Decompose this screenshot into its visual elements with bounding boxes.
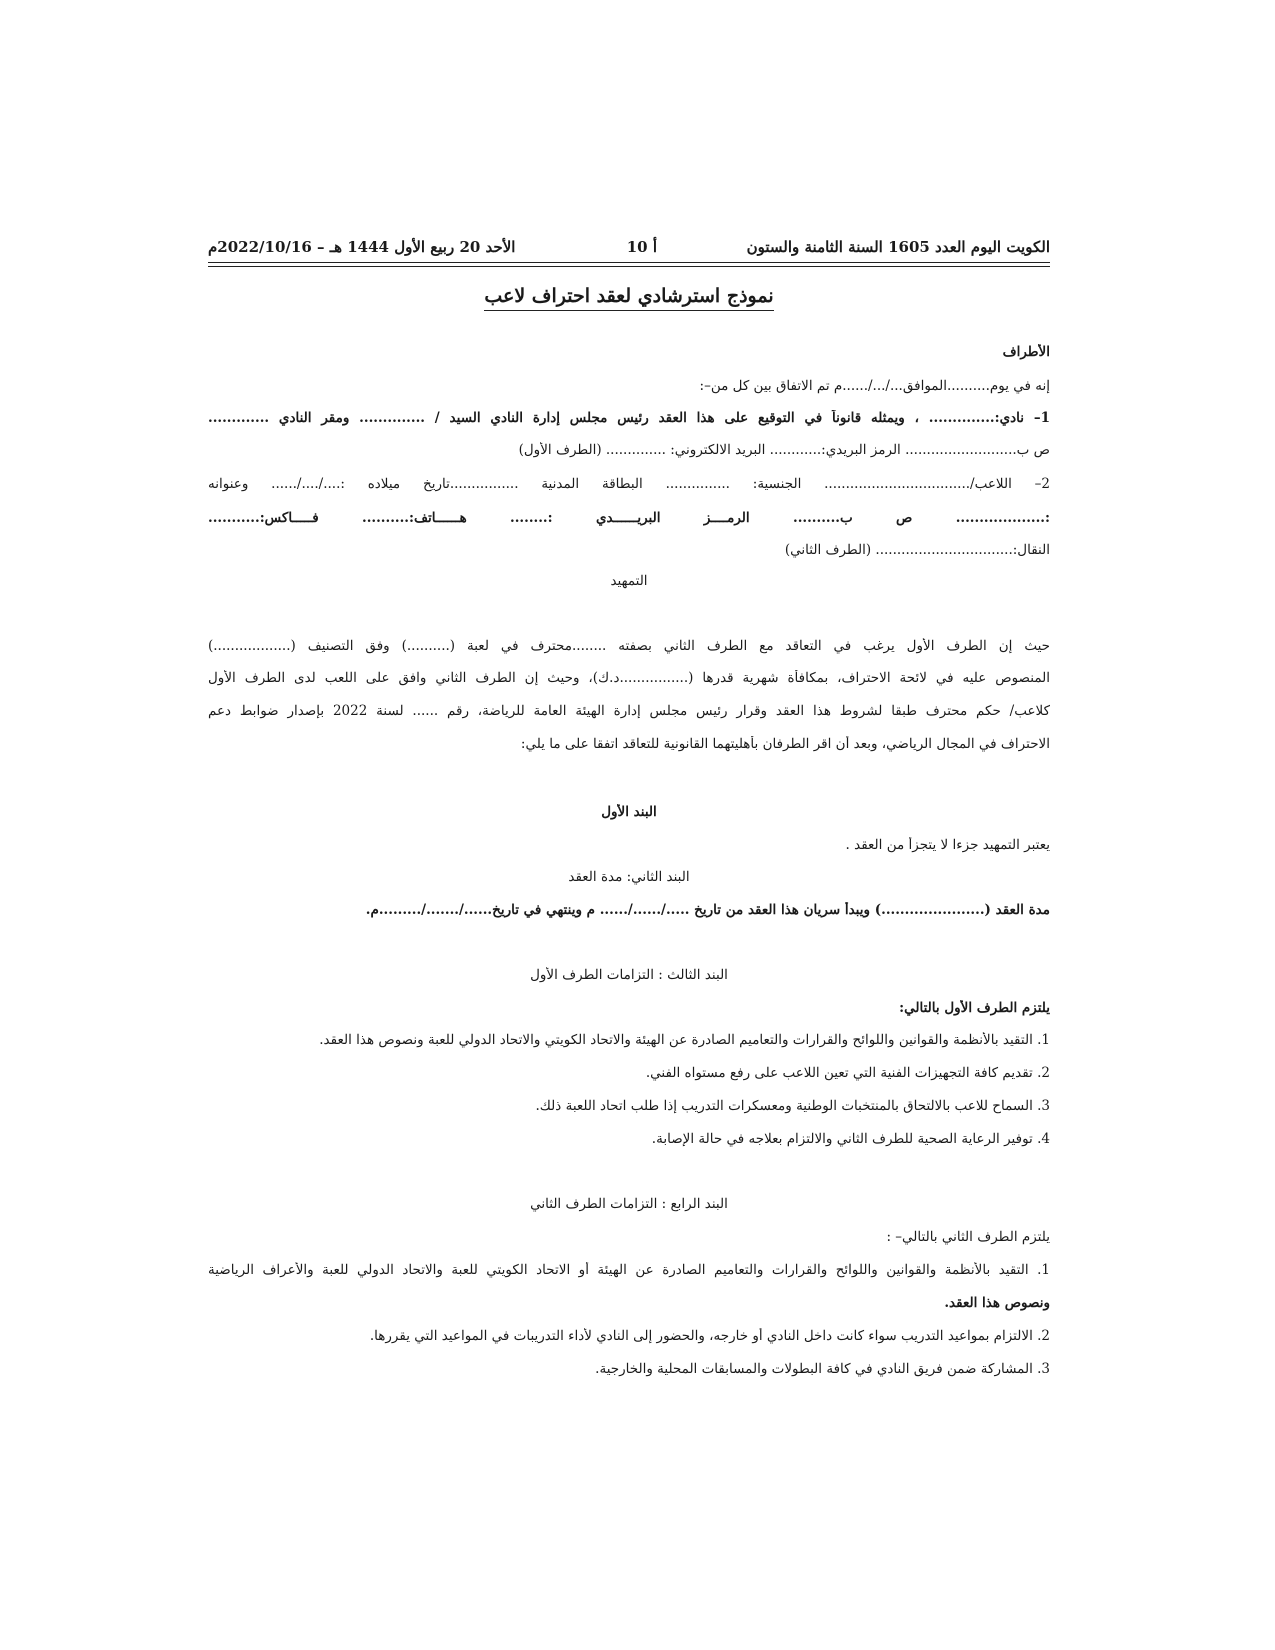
preamble-line: المنصوص عليه في لائحة الاحتراف، بمكافأة شهرية قدرها (................د.ك)، وحيث إن الطرف الثاني وافق على اللعب لدى الطرف الأول xyxy=(208,670,1050,686)
clause2-heading: البند الثاني: مدة العقد xyxy=(568,869,690,885)
party1-line2: ص ب.......................... الرمز البريدي:............ البريد الالكتروني: .............. (الطرف الأول) xyxy=(518,442,1050,458)
header-page-number: أ 10 xyxy=(626,238,657,256)
preamble-line: الاحتراف في المجال الرياضي، وبعد أن اقر الطرفان بأهليتهما القانونية للتعاقد اتفقا على ما يلي: xyxy=(520,736,1050,752)
clause3-item: 4. توفير الرعاية الصحية للطرف الثاني والالتزام بعلاجه في حالة الإصابة. xyxy=(651,1131,1050,1147)
party2-line1: 2– اللاعب/.................................. الجنسية: ............... البطاقة المدنية ................تاريخ ميلاده :..../..../...... وعنوانه xyxy=(208,476,1050,492)
preamble-heading: التمهيد xyxy=(610,573,648,589)
clause2-text: مدة العقد (......................) ويبدأ سريان هذا العقد من تاريخ ...../....../...... م وينتهي في تاريخ....../......./.........م. xyxy=(365,902,1050,918)
clause3-item: 2. تقديم كافة التجهيزات الفنية التي تعين اللاعب على رفع مستواه الفني. xyxy=(645,1065,1050,1081)
document-title-text: نموذج استرشادي لعقد احتراف لاعب xyxy=(484,285,773,311)
running-header xyxy=(208,238,1050,264)
clause1-text: يعتبر التمهيد جزءا لا يتجزأ من العقد . xyxy=(845,837,1050,853)
clause3-heading: البند الثالث : التزامات الطرف الأول xyxy=(530,967,728,983)
document-title xyxy=(208,285,1050,307)
header-rule-bottom xyxy=(208,266,1050,267)
clause3-lead: يلتزم الطرف الأول بالتالي: xyxy=(899,1000,1050,1016)
clause4-heading: البند الرابع : التزامات الطرف الثاني xyxy=(530,1196,728,1212)
clause1-heading: البند الأول xyxy=(601,804,657,820)
header-issue-info: الكويت اليوم العدد 1605 السنة الثامنة والستون xyxy=(746,238,1050,256)
clause3-item: 3. السماح للاعب بالالتحاق بالمنتخبات الوطنية ومعسكرات التدريب إذا طلب اتحاد اللعبة ذلك. xyxy=(535,1098,1050,1114)
clause3-item: 1. التقيد بالأنظمة والقوانين واللوائح والقرارات والتعاميم الصادرة عن الهيئة والاتحاد الكويتي والاتحاد الدولي للعبة ونصوص هذا العقد. xyxy=(319,1032,1050,1048)
party2-line3: النقال:................................ (الطرف الثاني) xyxy=(784,542,1050,558)
party1-line1: 1– نادي:.............. ، ويمثله قانوناً في التوقيع على هذا العقد رئيس مجلس إدارة النادي السيد / .............. ومقر النادي ............. xyxy=(208,410,1050,426)
header-date: الأحد 20 ربيع الأول 1444 هـ – 2022/10/16م xyxy=(208,238,516,256)
clause4-item2: 2. الالتزام بمواعيد التدريب سواء كانت داخل النادي أو خارجه، والحضور إلى النادي لأداء التدريبات في المواعيد التي يقررها. xyxy=(369,1328,1050,1344)
clause4-item1-line1: 1. التقيد بالأنظمة والقوانين واللوائح والقرارات والتعاميم الصادرة عن الهيئة أو الاتحاد الكويتي للعبة والاتحاد الدولي للعبة والأعراف الرياضية xyxy=(208,1262,1050,1278)
clause4-item3: 3. المشاركة ضمن فريق النادي في كافة البطولات والمسابقات المحلية والخارجية. xyxy=(595,1361,1050,1377)
preamble-line: حيث إن الطرف الأول يرغب في التعاقد مع الطرف الثاني بصفته ........محترف في لعبة (..........) وفق التصنيف (..................) xyxy=(208,638,1050,654)
parties-heading: الأطراف xyxy=(1002,344,1050,360)
parties-intro: إنه في يوم..........الموافق.../.../......م تم الاتفاق بين كل من–: xyxy=(699,378,1050,394)
clause4-item1-line2: ونصوص هذا العقد. xyxy=(944,1295,1050,1311)
preamble-line: كلاعب/ حكم محترف طبقا لشروط هذا العقد وقرار رئيس مجلس إدارة الهيئة العامة للرياضة، رقم ...... لسنة 2022 بإصدار ضوابط دعم xyxy=(208,703,1050,719)
clause4-lead: يلتزم الطرف الثاني بالتالي– : xyxy=(886,1229,1050,1245)
party2-line2: :................... ص ب.......... الرمــــز البريــــــدي :........ هــــــاتف:.......... فـــــاكس:........... xyxy=(208,510,1050,526)
header-rule-top xyxy=(208,262,1050,263)
